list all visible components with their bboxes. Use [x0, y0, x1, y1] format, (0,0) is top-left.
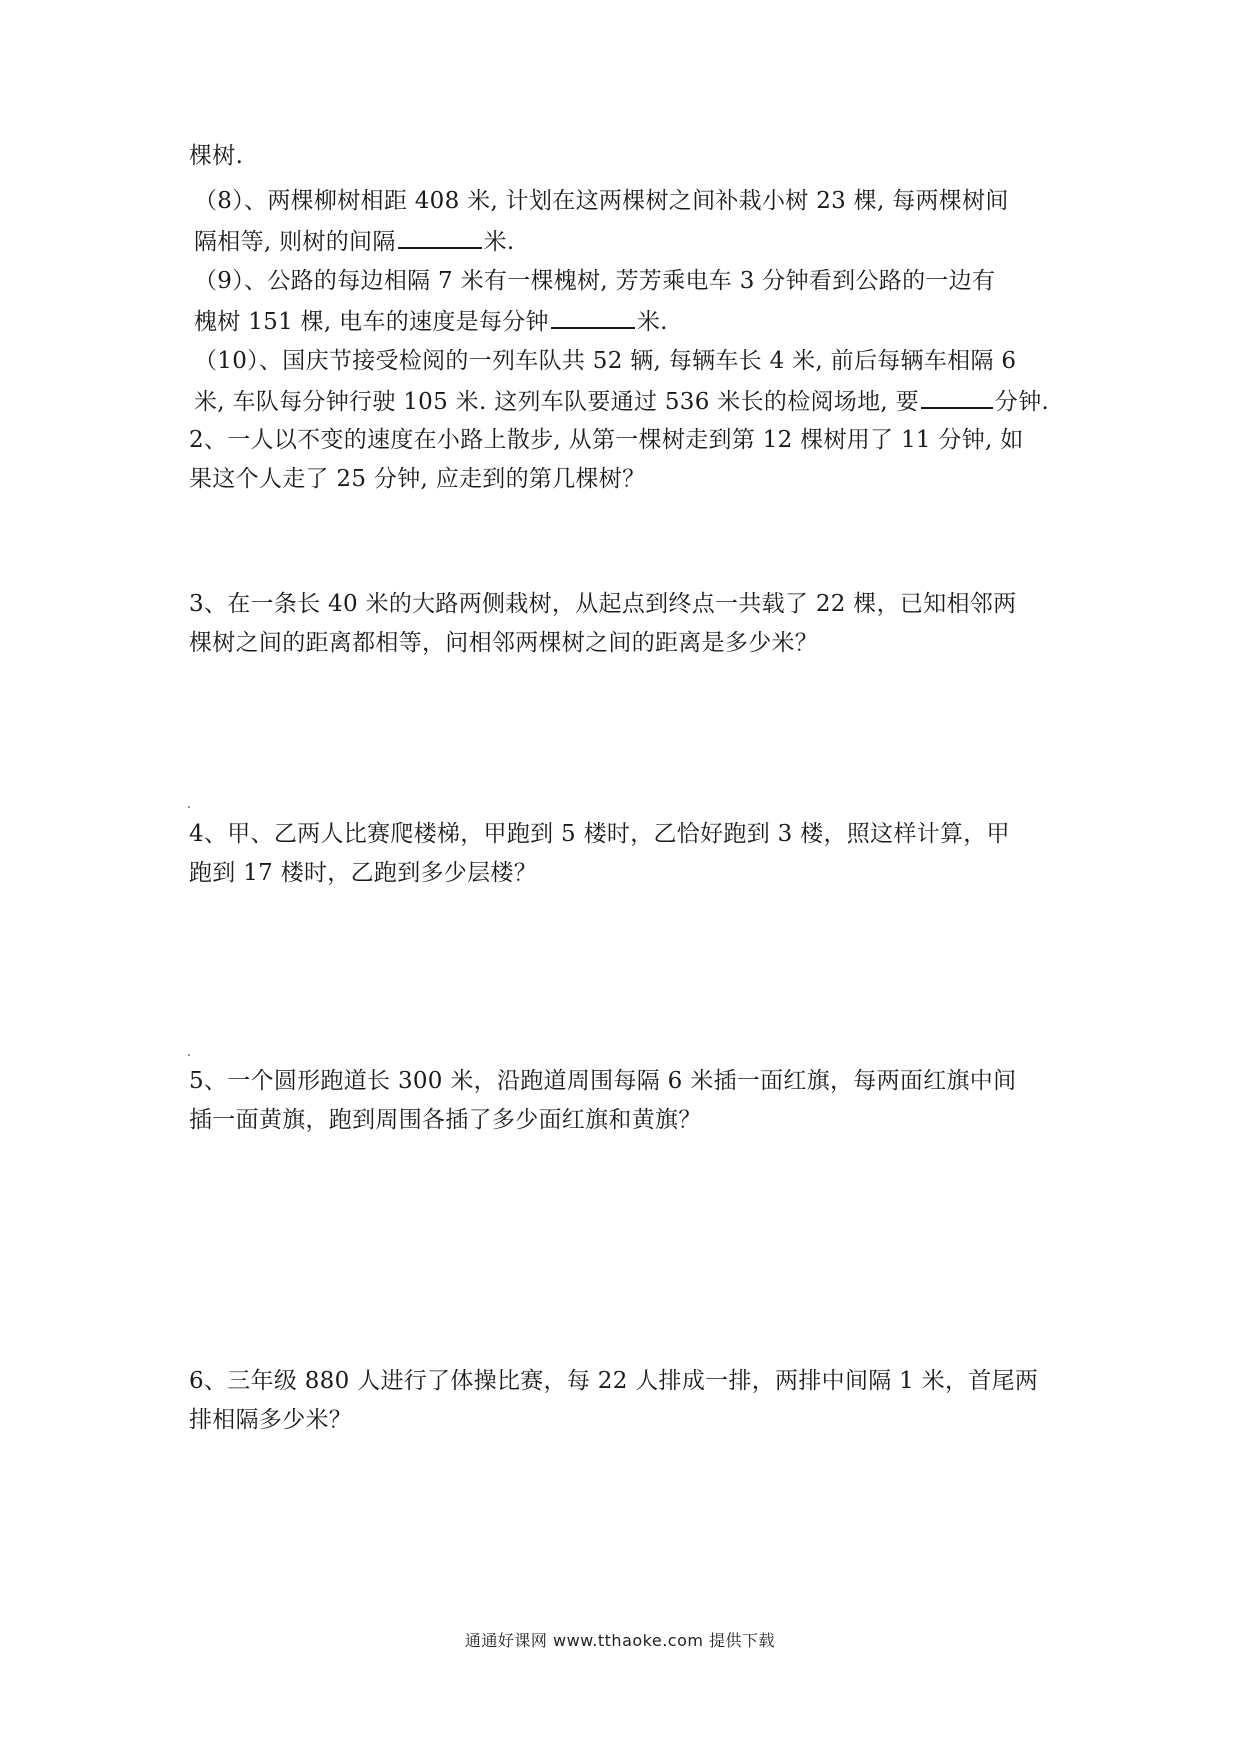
question-8-line-1: （8）、两棵柳树相距 408 米, 计划在这两棵树之间补栽小树 23 棵, 每两棵树间	[194, 188, 1009, 214]
footer-source-text: 通通好课网 www.tthaoke.com 提供下载	[464, 1631, 776, 1650]
question-10-line-1: （10）、国庆节接受检阅的一列车队共 52 辆, 每辆车长 4 米, 前后每辆车相隔 6	[194, 348, 1017, 374]
question-9-text-after-blank: 米.	[636, 309, 668, 335]
question-8-text-before-blank: 隔相等, 则树的间隔	[194, 229, 396, 255]
continuation-line: 棵树.	[189, 143, 244, 169]
question-10-answer-blank[interactable]	[921, 381, 993, 409]
problem-2-line-2: 果这个人走了 25 分钟, 应走到的第几棵树？	[189, 466, 646, 492]
problem-2-line-1: 2、一人以不变的速度在小路上散步, 从第一棵树走到第 12 棵树用了 11 分钟, 如	[189, 427, 1024, 453]
problem-4-line-2: 跑到 17 楼时，乙跑到多少层楼？	[189, 860, 537, 886]
problem-3-line-1: 3、在一条长 40 米的大路两侧栽树，从起点到终点一共载了 22 棵，已知相邻两	[189, 591, 1017, 617]
question-8-line-2	[194, 221, 1074, 262]
problem-6-line-1: 6、三年级 880 人进行了体操比赛，每 22 人排成一排，两排中间隔 1 米，首尾两	[189, 1368, 1039, 1394]
question-9-line-2	[194, 301, 1074, 342]
problem-5	[189, 1062, 1069, 1140]
question-8-answer-blank[interactable]	[398, 221, 482, 249]
question-9	[189, 262, 1074, 342]
question-9-text-before-blank: 槐树 151 棵, 电车的速度是每分钟	[194, 309, 549, 335]
question-10-text-before-blank: 米, 车队每分钟行驶 105 米. 这列车队要通过 536 米长的检阅场地, 要	[194, 389, 919, 415]
problem-4	[189, 815, 1069, 893]
problem-3	[189, 585, 1069, 663]
question-10-text-after-blank: 分钟.	[994, 389, 1050, 415]
problem-4-line-1: 4、甲、乙两人比赛爬楼梯，甲跑到 5 楼时，乙恰好跑到 3 楼，照这样计算，甲	[189, 821, 1010, 847]
stray-dot-mark	[188, 806, 190, 808]
problem-3-line-2: 棵树之间的距离都相等，问相邻两棵树之间的距离是多少米？	[189, 630, 819, 656]
problem-2	[189, 421, 1069, 499]
problem-5-line-1: 5、一个圆形跑道长 300 米，沿跑道周围每隔 6 米插一面红旗，每两面红旗中间	[189, 1068, 1017, 1094]
problem-6	[189, 1362, 1069, 1440]
question-8	[189, 182, 1074, 262]
question-10	[189, 342, 1074, 422]
problem-6-line-2: 排相隔多少米？	[189, 1407, 353, 1433]
question-8-text-after-blank: 米.	[483, 229, 515, 255]
problem-5-line-2: 插一面黄旗，跑到周围各插了多少面红旗和黄旗？	[189, 1107, 702, 1133]
question-9-line-1: （9）、公路的每边相隔 7 米有一棵槐树, 芳芳乘电车 3 分钟看到公路的一边有	[194, 268, 996, 294]
continuation-text	[189, 137, 1069, 176]
question-10-line-2	[194, 381, 1074, 422]
stray-dot-mark	[188, 1054, 190, 1056]
question-9-answer-blank[interactable]	[551, 301, 635, 329]
